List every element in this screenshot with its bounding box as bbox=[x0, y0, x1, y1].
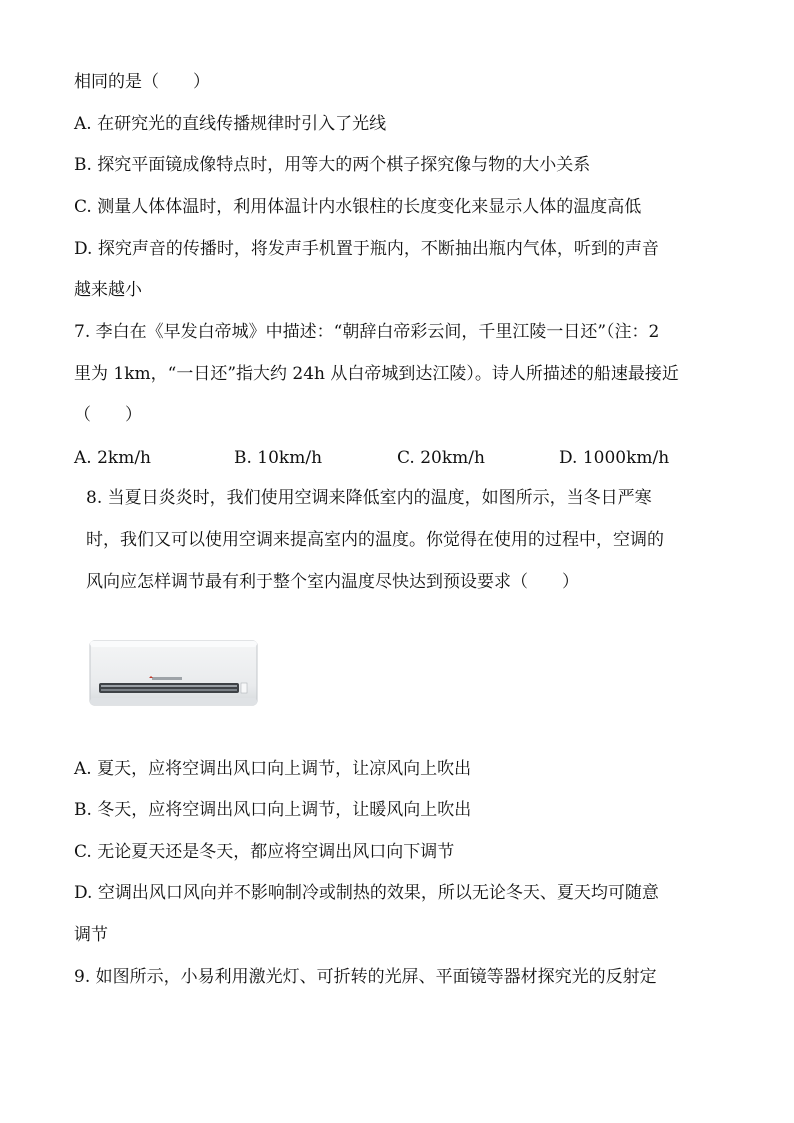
question-8-stem: 8. 当夏日炎炎时，我们使用空调来降低室内的温度，如图所示，当冬日严寒 bbox=[86, 488, 652, 508]
question-7-stem: 7. 李白在《早发白帝城》中描述：“朝辞白帝彩云间，千里江陵一日还”（注：2 bbox=[74, 322, 660, 342]
question-7-stem-line-2: 里为 1km，“一日还”指大约 24h 从白帝城到达江陵）。诗人所描述的船速最接近 bbox=[74, 364, 679, 384]
question-8-option-d: D. 空调出风口风向并不影响制冷或制热的效果，所以无论冬天、夏天均可随意 bbox=[74, 883, 659, 903]
question-8-option-a: A. 夏天，应将空调出风口向上调节，让凉风向上吹出 bbox=[74, 759, 472, 779]
question-8-option-d-cont: 调节 bbox=[74, 925, 108, 945]
question-6-option-c: C. 测量人体体温时，利用体温计内水银柱的长度变化来显示人体的温度高低 bbox=[74, 197, 642, 217]
question-7-option-d: D. 1000km/h bbox=[559, 448, 670, 468]
question-8-option-c: C. 无论夏天还是冬天，都应将空调出风口向下调节 bbox=[74, 842, 455, 862]
question-8-option-b: B. 冬天，应将空调出风口向上调节，让暖风向上吹出 bbox=[74, 800, 472, 820]
question-7-option-c: C. 20km/h bbox=[397, 448, 485, 468]
question-6-option-a: A. 在研究光的直线传播规律时引入了光线 bbox=[74, 114, 387, 134]
question-8-stem-line-3: 风向应怎样调节最有利于整个室内温度尽快达到预设要求（ ） bbox=[86, 572, 579, 592]
question-6-option-d-cont: 越来越小 bbox=[74, 280, 142, 300]
question-8-stem-line-2: 时，我们又可以使用空调来提高室内的温度。你觉得在使用的过程中，空调的 bbox=[86, 530, 664, 550]
question-7-answer-bracket: （ ） bbox=[74, 405, 142, 425]
question-7-options bbox=[74, 447, 714, 469]
question-6-option-d: D. 探究声音的传播时，将发声手机置于瓶内，不断抽出瓶内气体，听到的声音 bbox=[74, 239, 659, 259]
question-7-option-b: B. 10km/h bbox=[234, 448, 323, 468]
question-6-stem-end: 相同的是（ ） bbox=[74, 72, 210, 92]
question-9-stem: 9. 如图所示，小易利用激光灯、可折转的光屏、平面镜等器材探究光的反射定 bbox=[74, 967, 657, 987]
question-7-option-a: A. 2km/h bbox=[74, 448, 151, 468]
question-6-option-b: B. 探究平面镜成像特点时，用等大的两个棋子探究像与物的大小关系 bbox=[74, 155, 591, 175]
air-conditioner-image bbox=[89, 640, 259, 706]
